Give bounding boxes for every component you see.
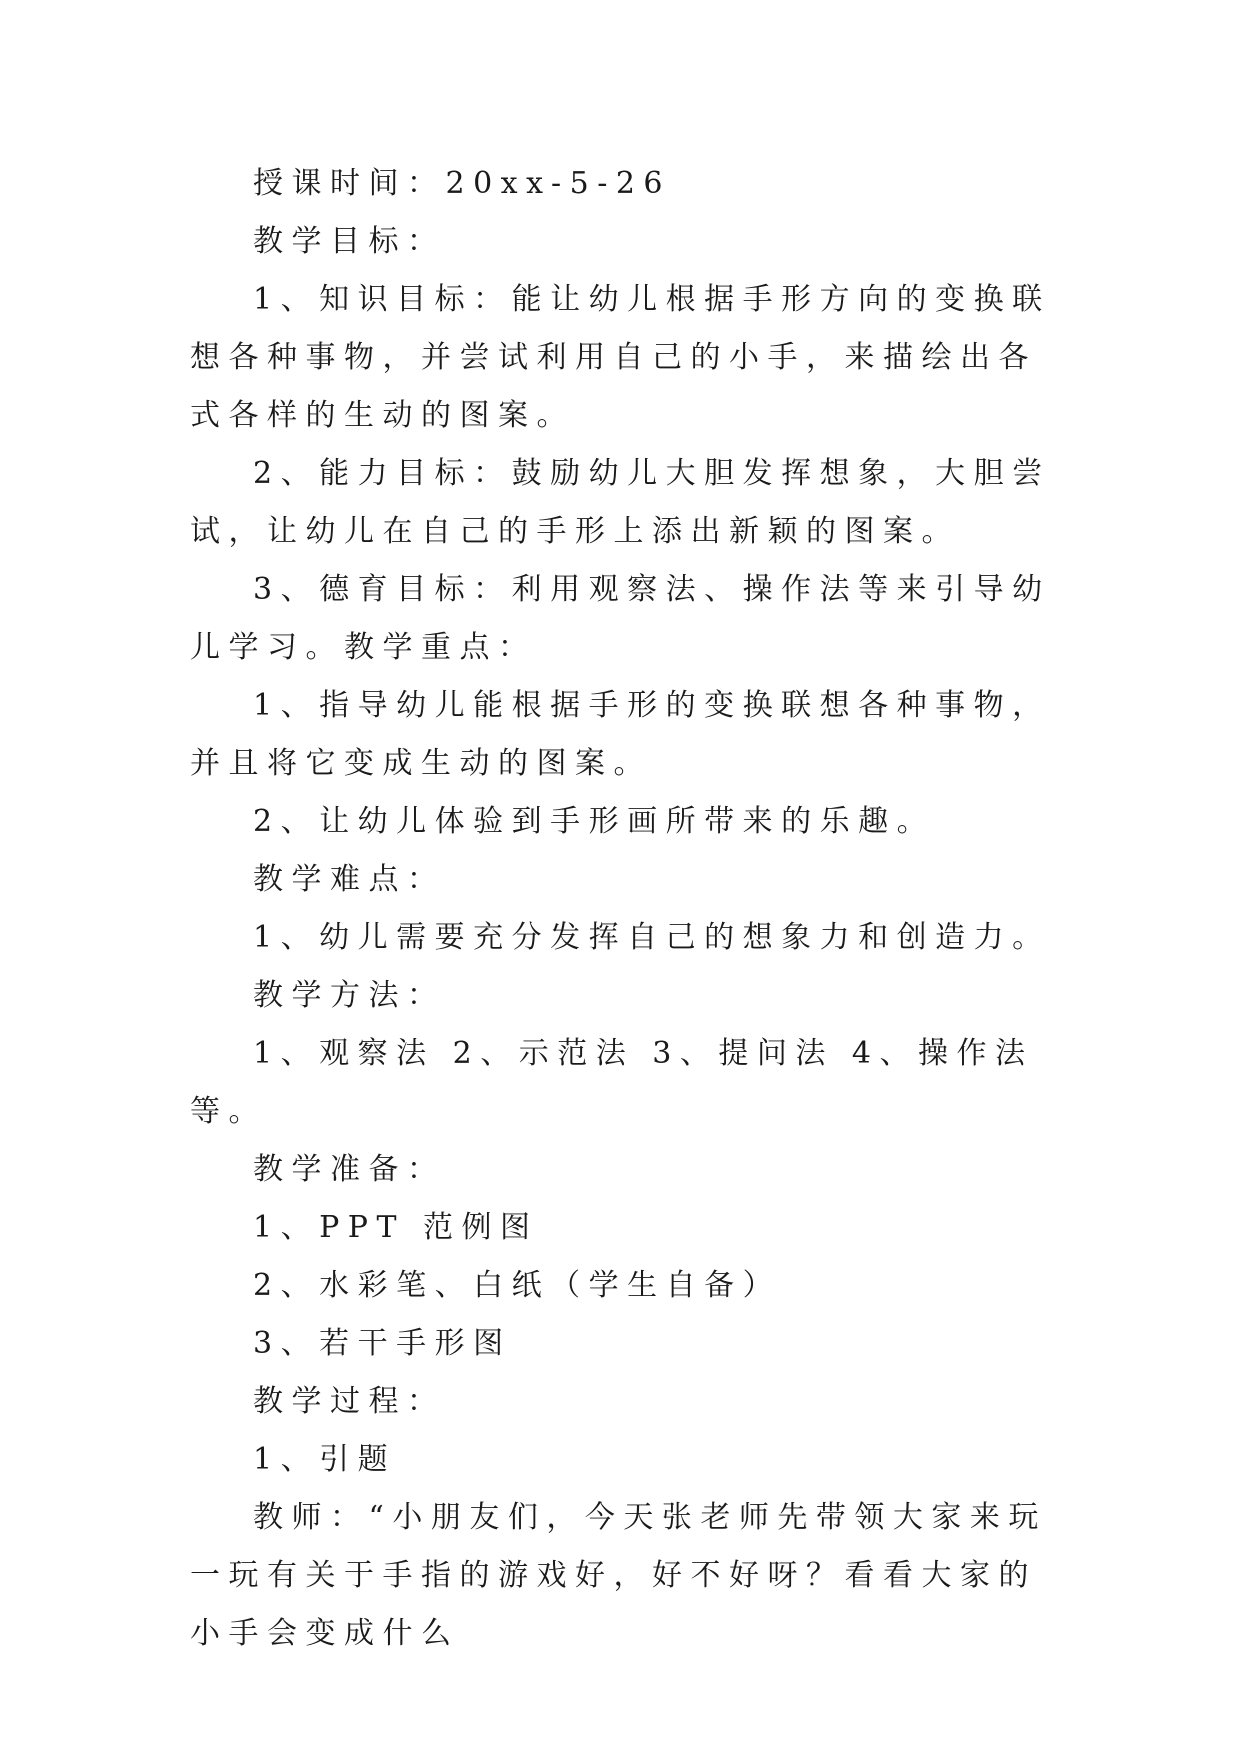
paragraph-methods-list: 1、观察法 2、示范法 3、提问法 4、操作法等。	[190, 1036, 1034, 1129]
paragraph-prep-3: 3、若干手形图	[253, 1326, 512, 1361]
paragraph-teacher-speech: 教师：“小朋友们，今天张老师先带领大家来玩一玩有关于手指的游戏好，好不好呀？看看大家的小手会变成什么	[190, 1500, 1047, 1651]
heading-teaching-goals: 教学目标：	[253, 224, 446, 259]
paragraph-moral-goal: 3、德育目标：利用观察法、操作法等来引导幼儿学习。教学重点：	[190, 572, 1051, 665]
paragraph-intro: 1、引题	[253, 1442, 397, 1477]
heading-teaching-difficulty: 教学难点：	[253, 862, 446, 897]
paragraph-knowledge-goal: 1、知识目标：能让幼儿根据手形方向的变换联想各种事物，并尝试利用自己的小手，来描绘出各式各样的生动的图案。	[190, 282, 1051, 433]
paragraph-prep-1: 1、PPT 范例图	[253, 1210, 539, 1245]
paragraph-ability-goal: 2、能力目标：鼓励幼儿大胆发挥想象，大胆尝试，让幼儿在自己的手形上添出新颖的图案。	[190, 456, 1051, 549]
heading-teaching-process: 教学过程：	[253, 1384, 446, 1419]
document-body	[190, 155, 1060, 1663]
paragraph-difficulty-1: 1、幼儿需要充分发挥自己的想象力和创造力。	[253, 920, 1051, 955]
paragraph-lesson-time: 授课时间：20xx-5-26	[253, 166, 672, 201]
paragraph-prep-2: 2、水彩笔、白纸（学生自备）	[253, 1268, 782, 1303]
paragraph-key-point-1: 1、指导幼儿能根据手形的变换联想各种事物，并且将它变成生动的图案。	[190, 688, 1051, 781]
paragraph-key-point-2: 2、让幼儿体验到手形画所带来的乐趣。	[253, 804, 936, 839]
heading-teaching-preparation: 教学准备：	[253, 1152, 446, 1187]
heading-teaching-methods: 教学方法：	[253, 978, 446, 1013]
